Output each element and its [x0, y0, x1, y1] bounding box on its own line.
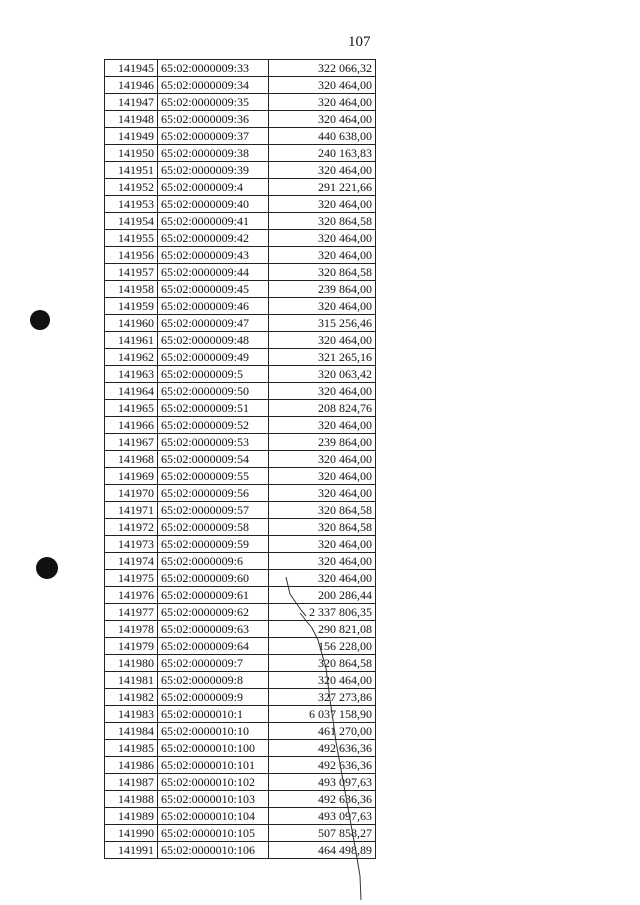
cadastral-number-cell: 65:02:0000009:7 — [158, 655, 269, 672]
table-row — [105, 434, 376, 451]
cadastral-number-cell: 65:02:0000009:57 — [158, 502, 269, 519]
value-cell: 327 273,86 — [269, 689, 376, 706]
table-row — [105, 315, 376, 332]
table-row — [105, 145, 376, 162]
cadastral-number-cell: 65:02:0000009:49 — [158, 349, 269, 366]
value-cell: 492 636,36 — [269, 740, 376, 757]
row-id-cell: 141972 — [105, 519, 158, 536]
value-cell: 320 464,00 — [269, 485, 376, 502]
row-id-cell: 141986 — [105, 757, 158, 774]
row-id-cell: 141970 — [105, 485, 158, 502]
row-id-cell: 141955 — [105, 230, 158, 247]
table-row — [105, 723, 376, 740]
row-id-cell: 141975 — [105, 570, 158, 587]
value-cell: 320 464,00 — [269, 94, 376, 111]
value-cell: 315 256,46 — [269, 315, 376, 332]
row-id-cell: 141960 — [105, 315, 158, 332]
row-id-cell: 141951 — [105, 162, 158, 179]
cadastral-number-cell: 65:02:0000009:38 — [158, 145, 269, 162]
row-id-cell: 141985 — [105, 740, 158, 757]
value-cell: 239 864,00 — [269, 281, 376, 298]
table-row — [105, 604, 376, 621]
row-id-cell: 141965 — [105, 400, 158, 417]
row-id-cell: 141974 — [105, 553, 158, 570]
row-id-cell: 141981 — [105, 672, 158, 689]
cadastral-number-cell: 65:02:0000009:53 — [158, 434, 269, 451]
value-cell: 320 864,58 — [269, 264, 376, 281]
row-id-cell: 141957 — [105, 264, 158, 281]
punch-hole — [36, 557, 58, 579]
punch-hole — [30, 310, 50, 330]
row-id-cell: 141990 — [105, 825, 158, 842]
row-id-cell: 141945 — [105, 60, 158, 77]
row-id-cell: 141964 — [105, 383, 158, 400]
cadastral-number-cell: 65:02:0000009:52 — [158, 417, 269, 434]
table-row — [105, 196, 376, 213]
row-id-cell: 141947 — [105, 94, 158, 111]
value-cell: 6 037 158,90 — [269, 706, 376, 723]
value-cell: 440 638,00 — [269, 128, 376, 145]
value-cell: 320 464,00 — [269, 417, 376, 434]
value-cell: 320 464,00 — [269, 383, 376, 400]
value-cell: 240 163,83 — [269, 145, 376, 162]
row-id-cell: 141949 — [105, 128, 158, 145]
cadastral-number-cell: 65:02:0000009:56 — [158, 485, 269, 502]
cadastral-number-cell: 65:02:0000009:6 — [158, 553, 269, 570]
value-cell: 320 464,00 — [269, 536, 376, 553]
table-row — [105, 128, 376, 145]
table-row — [105, 111, 376, 128]
table-row — [105, 60, 376, 77]
cadastral-number-cell: 65:02:0000009:42 — [158, 230, 269, 247]
table-row — [105, 349, 376, 366]
table-row — [105, 638, 376, 655]
cadastral-number-cell: 65:02:0000009:55 — [158, 468, 269, 485]
table-row — [105, 179, 376, 196]
table-row — [105, 485, 376, 502]
cadastral-number-cell: 65:02:0000009:64 — [158, 638, 269, 655]
cadastral-number-cell: 65:02:0000010:105 — [158, 825, 269, 842]
row-id-cell: 141991 — [105, 842, 158, 859]
table-row — [105, 621, 376, 638]
row-id-cell: 141946 — [105, 77, 158, 94]
cadastral-number-cell: 65:02:0000009:41 — [158, 213, 269, 230]
row-id-cell: 141983 — [105, 706, 158, 723]
value-cell: 320 864,58 — [269, 655, 376, 672]
value-cell: 320 464,00 — [269, 77, 376, 94]
cadastral-number-cell: 65:02:0000009:54 — [158, 451, 269, 468]
value-cell: 322 066,32 — [269, 60, 376, 77]
table-row — [105, 94, 376, 111]
value-cell: 320 864,58 — [269, 213, 376, 230]
table-row — [105, 553, 376, 570]
value-cell: 320 464,00 — [269, 553, 376, 570]
table-row — [105, 332, 376, 349]
cadastral-number-cell: 65:02:0000009:5 — [158, 366, 269, 383]
cadastral-number-cell: 65:02:0000010:103 — [158, 791, 269, 808]
table-row — [105, 655, 376, 672]
table-row — [105, 213, 376, 230]
value-cell: 2 337 806,35 — [269, 604, 376, 621]
table-row — [105, 519, 376, 536]
row-id-cell: 141984 — [105, 723, 158, 740]
table-row — [105, 162, 376, 179]
row-id-cell: 141967 — [105, 434, 158, 451]
row-id-cell: 141954 — [105, 213, 158, 230]
row-id-cell: 141982 — [105, 689, 158, 706]
row-id-cell: 141979 — [105, 638, 158, 655]
value-cell: 290 821,08 — [269, 621, 376, 638]
table-row — [105, 502, 376, 519]
row-id-cell: 141961 — [105, 332, 158, 349]
cadastral-number-cell: 65:02:0000009:51 — [158, 400, 269, 417]
cadastral-number-cell: 65:02:0000010:102 — [158, 774, 269, 791]
row-id-cell: 141968 — [105, 451, 158, 468]
table-row — [105, 570, 376, 587]
table-row — [105, 417, 376, 434]
value-cell: 291 221,66 — [269, 179, 376, 196]
cadastral-number-cell: 65:02:0000009:60 — [158, 570, 269, 587]
value-cell: 208 824,76 — [269, 400, 376, 417]
table-row — [105, 366, 376, 383]
table-row — [105, 451, 376, 468]
row-id-cell: 141966 — [105, 417, 158, 434]
value-cell: 320 464,00 — [269, 247, 376, 264]
row-id-cell: 141956 — [105, 247, 158, 264]
row-id-cell: 141976 — [105, 587, 158, 604]
cadastral-number-cell: 65:02:0000009:43 — [158, 247, 269, 264]
value-cell: 493 097,63 — [269, 808, 376, 825]
cadastral-number-cell: 65:02:0000009:39 — [158, 162, 269, 179]
cadastral-number-cell: 65:02:0000010:106 — [158, 842, 269, 859]
value-cell: 461 270,00 — [269, 723, 376, 740]
cadastral-number-cell: 65:02:0000009:35 — [158, 94, 269, 111]
row-id-cell: 141969 — [105, 468, 158, 485]
row-id-cell: 141948 — [105, 111, 158, 128]
row-id-cell: 141959 — [105, 298, 158, 315]
page-number: 107 — [348, 34, 371, 50]
table-row — [105, 536, 376, 553]
cadastral-number-cell: 65:02:0000009:63 — [158, 621, 269, 638]
table-body — [105, 60, 376, 859]
value-cell: 320 063,42 — [269, 366, 376, 383]
table-row — [105, 757, 376, 774]
table-row — [105, 825, 376, 842]
value-cell: 239 864,00 — [269, 434, 376, 451]
value-cell: 156 228,00 — [269, 638, 376, 655]
row-id-cell: 141963 — [105, 366, 158, 383]
cadastral-number-cell: 65:02:0000010:100 — [158, 740, 269, 757]
value-cell: 320 464,00 — [269, 332, 376, 349]
table-row — [105, 383, 376, 400]
cadastral-number-cell: 65:02:0000009:8 — [158, 672, 269, 689]
value-cell: 320 464,00 — [269, 111, 376, 128]
value-cell: 493 097,63 — [269, 774, 376, 791]
table-row — [105, 774, 376, 791]
row-id-cell: 141978 — [105, 621, 158, 638]
cadastral-number-cell: 65:02:0000009:44 — [158, 264, 269, 281]
table-row — [105, 468, 376, 485]
table-row — [105, 77, 376, 94]
cadastral-number-cell: 65:02:0000010:101 — [158, 757, 269, 774]
table-row — [105, 689, 376, 706]
cadastral-number-cell: 65:02:0000009:45 — [158, 281, 269, 298]
value-cell: 320 464,00 — [269, 298, 376, 315]
value-cell: 492 636,36 — [269, 791, 376, 808]
cadastral-number-cell: 65:02:0000010:10 — [158, 723, 269, 740]
value-cell: 320 464,00 — [269, 162, 376, 179]
value-cell: 320 464,00 — [269, 672, 376, 689]
value-cell: 320 464,00 — [269, 196, 376, 213]
value-cell: 320 464,00 — [269, 468, 376, 485]
cadastral-number-cell: 65:02:0000010:104 — [158, 808, 269, 825]
cadastral-number-cell: 65:02:0000009:59 — [158, 536, 269, 553]
table-row — [105, 672, 376, 689]
cadastral-number-cell: 65:02:0000009:9 — [158, 689, 269, 706]
row-id-cell: 141962 — [105, 349, 158, 366]
table-row — [105, 587, 376, 604]
value-cell: 320 464,00 — [269, 570, 376, 587]
row-id-cell: 141987 — [105, 774, 158, 791]
cadastral-number-cell: 65:02:0000009:46 — [158, 298, 269, 315]
table-row — [105, 791, 376, 808]
cadastral-number-cell: 65:02:0000010:1 — [158, 706, 269, 723]
table-row — [105, 400, 376, 417]
cadastral-number-cell: 65:02:0000009:50 — [158, 383, 269, 400]
cadastral-number-cell: 65:02:0000009:37 — [158, 128, 269, 145]
table-row — [105, 706, 376, 723]
cadastral-number-cell: 65:02:0000009:34 — [158, 77, 269, 94]
table-row — [105, 740, 376, 757]
cadastral-number-cell: 65:02:0000009:33 — [158, 60, 269, 77]
value-cell: 320 864,58 — [269, 519, 376, 536]
table-row — [105, 281, 376, 298]
value-cell: 200 286,44 — [269, 587, 376, 604]
cadastral-number-cell: 65:02:0000009:40 — [158, 196, 269, 213]
row-id-cell: 141977 — [105, 604, 158, 621]
row-id-cell: 141952 — [105, 179, 158, 196]
value-cell: 320 464,00 — [269, 230, 376, 247]
row-id-cell: 141950 — [105, 145, 158, 162]
row-id-cell: 141989 — [105, 808, 158, 825]
value-cell: 492 636,36 — [269, 757, 376, 774]
cadastral-number-cell: 65:02:0000009:62 — [158, 604, 269, 621]
cadastral-number-cell: 65:02:0000009:4 — [158, 179, 269, 196]
table-row — [105, 247, 376, 264]
value-cell: 320 464,00 — [269, 451, 376, 468]
cadastral-number-cell: 65:02:0000009:47 — [158, 315, 269, 332]
table-row — [105, 842, 376, 859]
table-row — [105, 264, 376, 281]
table-row — [105, 808, 376, 825]
table-row — [105, 230, 376, 247]
row-id-cell: 141973 — [105, 536, 158, 553]
row-id-cell: 141980 — [105, 655, 158, 672]
table-row — [105, 298, 376, 315]
row-id-cell: 141953 — [105, 196, 158, 213]
cadastral-number-cell: 65:02:0000009:36 — [158, 111, 269, 128]
row-id-cell: 141958 — [105, 281, 158, 298]
cadastral-value-table — [104, 59, 376, 859]
cadastral-number-cell: 65:02:0000009:61 — [158, 587, 269, 604]
value-cell: 507 858,27 — [269, 825, 376, 842]
cadastral-number-cell: 65:02:0000009:48 — [158, 332, 269, 349]
value-cell: 320 864,58 — [269, 502, 376, 519]
row-id-cell: 141971 — [105, 502, 158, 519]
row-id-cell: 141988 — [105, 791, 158, 808]
cadastral-number-cell: 65:02:0000009:58 — [158, 519, 269, 536]
value-cell: 464 498,89 — [269, 842, 376, 859]
value-cell: 321 265,16 — [269, 349, 376, 366]
